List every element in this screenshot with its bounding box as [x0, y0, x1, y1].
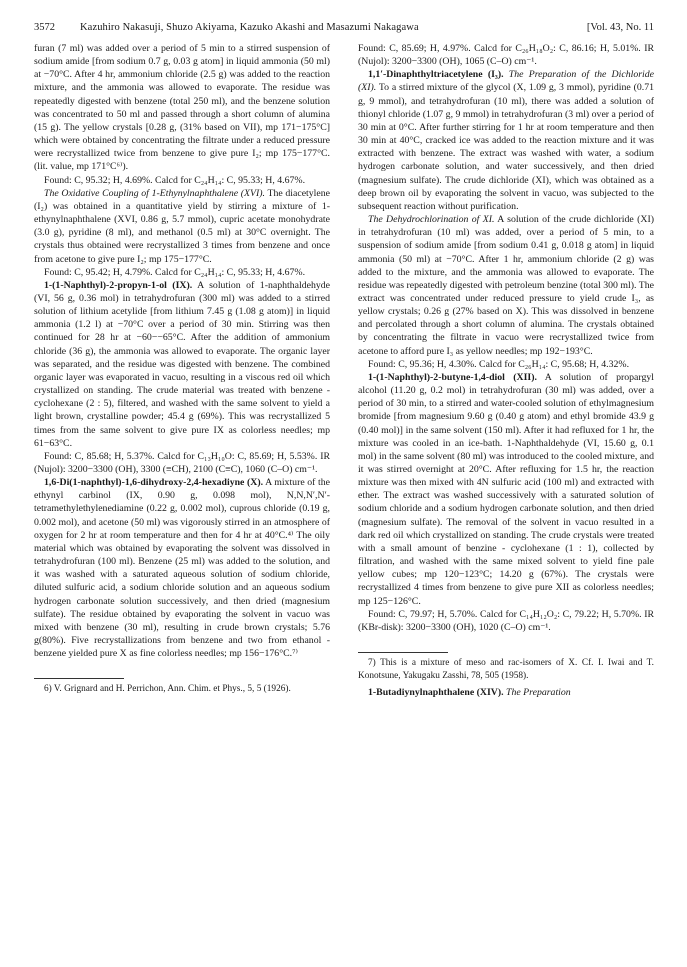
- compound-title: 1-(1-Naphthyl)-2-butyne-1,4-diol (XII).: [368, 371, 537, 383]
- section-paragraph: [34, 279, 330, 450]
- paragraph: furan (7 ml) was added over a period of 5 min to a stirred suspension of sodium amide [from sodium 0.7 g, 0.03 g atom] in liquid ammonia (50 ml) at −70°C. After 4 hr, ammonium chloride (2.5 g) was added to the reaction mixture, and the ammonia was allowed to evaporate. The residue was repeatedly digested with benzene (total 250 ml), and the benzene solution was concentrated to 50 ml and passed through a short column of alumina (15 g). The yellow crystals [0.28 g, (31% based on VII), mp 171−175°C] which were obtained by concentrating the filtrate under a reduced pressure were recrystallized twice from benzene to give pure I₂; mp 175−177°C. (lit. value, mp 171°C⁶⁾).: [34, 43, 330, 173]
- analysis-paragraph: Found: C, 79.97; H, 5.70%. Calcd for C₁₄H₁₂O₂: C, 79.22; H, 5.70%. IR (KBr-disk): 3200−3300 (OH), 1020 (C–O) cm⁻¹.: [358, 608, 654, 633]
- volume-info: [Vol. 43, No. 11: [586, 22, 654, 33]
- footnote: 7) This is a mixture of meso and rac-isomers of X. Cf. I. Iwai and T. Konotsune, Yakugaku Zasshi, 78, 505 (1958).: [358, 658, 654, 681]
- section-body: A solution of 1-naphthaldehyde (VI, 56 g, 0.36 mol) in tetrahydrofuran (300 ml) was added to a stirred solution of lithium acetylide [from lithium 7.45 g (1.08 g atom)] in liquid ammonia (1.2 l) at −70°C over a period of 30 min. Stirring was then continued for 28 hr at −60−−65°C. After the addition of ammonium chloride (36 g), the ammonia was allowed to evaporate. The organic layer was separated, and the residue was digested with benzene. The combined organic layer was evaporated in vacuo, resulting in a viscous red oil which crystallized on standing. The crude material was treated with benzene - cyclohexane (2 : 5), filtered, and washed with the same solvent to yield a light brown, crystalline powder; 45.4 g (69%). This was recrystallized 5 times from the same solvent to give pure IX as colorless needles; mp 61−63°C.: [34, 279, 330, 449]
- analysis-paragraph: Found: C, 95.36; H, 4.30%. Calcd for C₂₆H₁₄: C, 95.68; H, 4.32%.: [368, 358, 630, 370]
- analysis-paragraph: Found: C, 95.32; H, 4.69%. Calcd for C₂₄H₁₄: C, 95.33; H, 4.67%.: [44, 174, 306, 186]
- author-line: Kazuhiro Nakasuji, Shuzo Akiyama, Kazuko Akashi and Masazumi Nakagawa: [80, 22, 419, 33]
- section-paragraph: [358, 371, 654, 608]
- subsection-title: The Preparation of the Dichloride (XI).: [358, 69, 655, 94]
- section-paragraph: [358, 213, 654, 358]
- footnote-rule: [358, 652, 448, 653]
- section-title: The Dehydrochlorination of XI.: [368, 214, 495, 226]
- footnote-rule: [34, 678, 124, 679]
- section-body: The Preparation: [503, 687, 571, 699]
- section-body: A mixture of the ethynyl carbinol (IX, 0.90 g, 0.098 mol), N,N,N′,N′-tetramethylethylenediamine (0.22 g, 0.002 mol), cuprous chloride (0.19 g, 0.002 mol), and acetone (50 ml) was vigorously stirred in an atmosphere of oxygen for 2 hr at room temperature and then for 4 hr at 40°C.⁴⁾ The oily material which was obtained by evaporating the solvent was dissolved in tetrahydrofuran (100 ml). Benzene (25 ml) was added to the solution, and it was washed with a saturated aqueous solution of sodium chloride, diluted sulfuric acid, a sodium chloride solution and an aqueous sodium hydrogen carbonate solution successively, and then dried (magnesium sulfate). The residue obtained by evaporating the solvent in vacuo was mixed with benzene (30 ml), resulting in crude brown crystals; 5.76 g(80%). Five recrystallizations from benzene and two from ethanol - benzene yielded pure X as fine colorless needles; mp 156−176°C.⁷⁾: [34, 477, 330, 660]
- right-column: [358, 42, 654, 699]
- compound-title: 1-(1-Naphthyl)-2-propyn-1-ol (IX).: [44, 279, 193, 291]
- analysis-paragraph: Found: C, 95.42; H, 4.79%. Calcd for C₂₄H₁₄: C, 95.33; H, 4.67%.: [44, 266, 306, 278]
- page-number: 3572: [34, 22, 55, 33]
- analysis-paragraph: Found: C, 85.68; H, 5.37%. Calcd for C₁₃H₁₀O: C, 85.69; H, 5.53%. IR (Nujol): 3200−3300 (OH), 3300 (≡CH), 2100 (C≡C), 1060 (C–O) cm⁻¹.: [34, 450, 330, 475]
- left-column: [34, 42, 330, 696]
- analysis-paragraph: Found: C, 85.69; H, 4.97%. Calcd for C₂₆H₁₈O₂: C, 86.16; H, 5.01%. IR (Nujol): 3200−3300 (OH), 1065 (C–O) cm⁻¹.: [358, 43, 654, 68]
- section-body: A solution of the crude dichloride (XI) in tetrahydrofuran (10 ml) was added, over a period of 5 min, to a suspension of sodium amide [from sodium 0.41 g, 0.018 g atom] in liquid ammonia (50 ml) at −70°C. After 1 hr, ammonium chloride (2 g) was added to the mixture, and the ammonia was allowed to evaporate. The residue was repeatedly digested with petroleum benzine (total 300 ml). The extract was concentrated under reduced pressure to yield crude I₃, as yellow crystals; 0.26 g (27% based on X). This was dissolved in benzene and percolated through a short column of alumina. The crystals obtained by concentrating the filtrate in vacuo were recrystallized twice from acetone to afford pure I₃ as yellow needles; mp 192−193°C.: [358, 214, 654, 357]
- compound-title: 1-Butadiynylnaphthalene (XIV).: [368, 687, 504, 699]
- section-paragraph: [358, 686, 654, 699]
- section-body: To a stirred mixture of the glycol (X, 1.09 g, 3 mmol), pyridine (0.71 g, 9 mmol), and tetrahydrofuran (10 ml), there was added a solution of thionyl chloride (1.07 g, 9 mmol) in tetrahydrofuran (3 ml) over a period of 30 min at 0°C. After further stirring for 1 hr at room temperature and then 30 min at 40°C, cracked ice was added to the reaction mixture and it was extracted with benzene. The extract was washed with water, a sodium hydrogen carbonate solution, and water successively, and then dried (magnesium sulfate). The crude dichloride (XI), which was obtained as a deep brown oil by evaporating the solvent in vacuo, was subjected to the subsequent reaction without purification.: [358, 82, 654, 212]
- footnote: 6) V. Grignard and H. Perrichon, Ann. Chim. et Phys., 5, 5 (1926).: [44, 684, 291, 695]
- running-header: [34, 22, 654, 38]
- compound-title: 1,1′-Dinaphthyltriacetylene (I₃).: [368, 69, 504, 81]
- section-paragraph: [358, 68, 654, 213]
- section-title: The Oxidative Coupling of 1-Ethynylnaphthalene (XVI).: [44, 187, 265, 199]
- section-paragraph: [34, 187, 330, 266]
- section-paragraph: [34, 476, 330, 660]
- section-body: The diacetylene (I₂) was obtained in a quantitative yield by stirring a mixture of 1-ethynylnaphthalene (XVI, 0.86 g, 5.7 mmol), cupric acetate monohydrate (3.0 g), pyridine (8 ml), and methanol (0.5 ml) at 30°C overnight. The crystals thus obtained were recrystallized 3 times from benzene and once from acetone to give pure I₂; mp 175−177°C.: [34, 187, 330, 265]
- section-body: A solution of propargyl alcohol (11.20 g, 0.2 mol) in tetrahydrofuran (30 ml) was added, over a period of 30 min, to a stirred and water-cooled solution of ethylmagnesium bromide [from magnesium 9.60 g (0.40 g atom) and ethyl bromide 43.9 g (0.40 mol)] in the same solvent (150 ml). After it had refluxed for 1 hr, the mixture was cooled in an ice-bath. 1-Naphthaldehyde (VI, 15.60 g, 0.1 mol) in the same solvent (80 ml) was introduced to the cooled mixture, and it was stirred overnight at 20°C. After refluxing for 1.5 hr, the reaction mixture was then mixed with 4N sulfuric acid (100 ml) and extracted with ether. The extract was washed successively with a saturated solution of sodium chloride and a sodium hydrogen carbonate solution, and then dried (magnesium sulfate). The removal of the solvent in vacuo resulted in a dark red oil which crystallized on standing. The crude crystals were treated with a small amount of benzine - cyclohexane (1 : 1), collected by filtration, and washed with the same mixed solvent to yield fine pale yellow cubes; mp 120−123°C; 14.20 g (67%). The crystals were recrystallized 4 times from benzene to give pure XII as colorless needles; mp 125−126°C.: [358, 371, 654, 607]
- compound-title: 1,6-Di(1-naphthyl)-1,6-dihydroxy-2,4-hexadiyne (X).: [44, 477, 264, 489]
